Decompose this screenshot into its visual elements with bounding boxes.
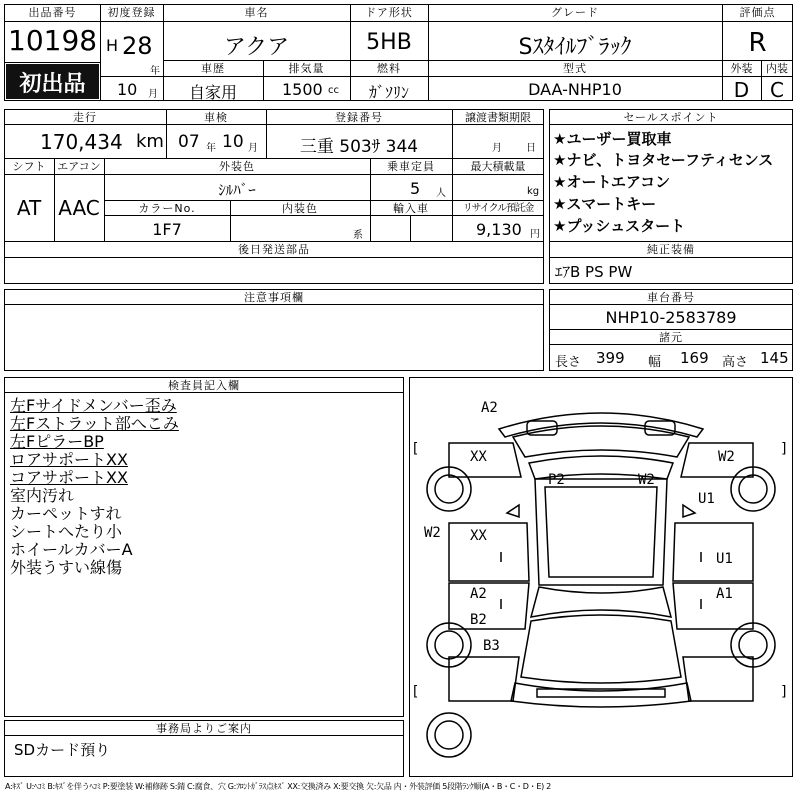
rear-plate — [537, 689, 665, 697]
interior-color-label: 内装色 — [282, 202, 318, 215]
mark-left-rear-door: A2 — [470, 586, 487, 602]
office-label: 事務局よりご案内 — [156, 722, 252, 735]
ac-value: AAC — [58, 196, 100, 220]
fuel-value: ｶﾞｿﾘﾝ — [368, 83, 409, 102]
inspector-note: ホイールカバーA — [10, 540, 133, 559]
height-value: 145 — [760, 349, 789, 367]
color-no-value: 1F7 — [152, 220, 182, 239]
width-value: 169 — [680, 349, 709, 367]
mirror-right — [683, 505, 695, 517]
rear-bumper — [511, 683, 691, 707]
inspector-note: 左Fサイドメンバー歪み — [10, 396, 177, 415]
sales-point-item: ★プッシュスタート — [553, 217, 686, 235]
mark-left-rear: B3 — [483, 638, 500, 654]
interior-color-suffix: 系 — [353, 230, 363, 241]
sales-point-item: ★ナビ、トヨタセーフティセンス — [553, 151, 774, 169]
width-label: 幅 — [648, 355, 662, 370]
bracket-right-bottom: ] — [780, 684, 789, 700]
inspector-label: 検査員記入欄 — [168, 379, 240, 392]
grade-label: グレード — [551, 6, 599, 19]
wheel-front-right-inner — [739, 475, 767, 503]
color-no-label: カラーNo. — [138, 202, 196, 215]
mirror-left — [507, 505, 519, 517]
wheel-front-left-inner — [435, 475, 463, 503]
lot-number-label: 出品番号 — [28, 6, 77, 19]
inspection-label: 車検 — [204, 111, 228, 124]
registration-year-unit: 年 — [150, 66, 160, 77]
mark-roof-p2: P2 — [548, 472, 565, 488]
inspector-note: 外装うすい線傷 — [10, 558, 123, 577]
left-front-door — [449, 523, 529, 581]
registration-era: H — [106, 36, 119, 55]
score-label: 評価点 — [739, 6, 776, 19]
later-parts-label: 後日発送部品 — [238, 243, 310, 256]
sales-point-item: ★オートエアコン — [553, 173, 671, 191]
left-rear-door — [449, 583, 529, 629]
first-listing-text: 初出品 — [19, 72, 86, 97]
plate-value: 三重 503ｻ 344 — [299, 137, 419, 157]
right-front-door — [673, 523, 753, 581]
door-type: 5HB — [366, 30, 412, 55]
car-name: アクア — [223, 35, 290, 60]
ac-label: エアコン — [57, 160, 101, 173]
inspector-note: 室内汚れ — [10, 486, 75, 505]
score-value: R — [748, 28, 767, 58]
recycle-unit: 円 — [530, 229, 540, 240]
hood-panel — [513, 426, 689, 457]
inspector-note: カーペットすれ — [10, 504, 122, 523]
mileage-value: 170,434 — [40, 130, 123, 154]
equipment-value: ｴｱB PS PW — [555, 263, 633, 281]
mark-front-left-fender: XX — [470, 449, 487, 465]
inspector-note: 左FピラーBP — [10, 432, 104, 451]
specs-label: 諸元 — [659, 331, 683, 344]
lot-number: 10198 — [8, 24, 98, 57]
mark-roof-w2: W2 — [638, 472, 655, 488]
bracket-left-top: [ — [411, 441, 420, 457]
right-rear-door — [673, 583, 753, 629]
plate-label: 登録番号 — [335, 111, 383, 124]
capacity-label: 乗車定員 — [387, 160, 435, 173]
inspection-year-unit: 年 — [206, 143, 216, 154]
registration-month-unit: 月 — [148, 89, 158, 100]
shift-label: シフト — [12, 160, 46, 173]
height-label: 高さ — [722, 355, 749, 370]
interior-grade: C — [770, 78, 784, 102]
fuel-label: 燃料 — [377, 62, 401, 75]
mark-right-rear-door: A1 — [716, 586, 733, 602]
mileage-unit: km — [136, 131, 164, 152]
recycle-label: リサイクル預託金 — [462, 203, 534, 214]
notes-label: 注意事項欄 — [244, 291, 304, 304]
legend: A:ｷｽﾞ U:ﾍｺﾐ B:ｷｽﾞを伴うﾍｺﾐ P:要塗装 W:補修跡 S:錆 C:腐食、穴 G:ﾌﾛﾝﾄｶﾞﾗｽ点ｷｽﾞ XX:交換済み X:要交換 欠:欠品 内・外装評価 5段階ﾗﾝｸ順(A・B・C・D・E) 2 — [5, 782, 551, 791]
office-note: SDカード預り — [14, 741, 111, 759]
spare-wheel — [427, 713, 471, 757]
mileage-label: 走行 — [73, 111, 97, 124]
sales-point-item: ★スマートキー — [553, 195, 657, 213]
model-value: DAA-NHP10 — [528, 80, 622, 99]
door-label: ドア形状 — [365, 6, 413, 19]
bracket-left-bottom: [ — [411, 684, 420, 700]
spare-wheel-inner — [435, 721, 463, 749]
trunk-panel — [521, 615, 681, 683]
mark-front-right-fender: W2 — [718, 449, 735, 465]
length-label: 長さ — [555, 355, 582, 370]
registration-label: 初度登録 — [107, 6, 156, 19]
model-label: 型式 — [563, 62, 587, 75]
mark-right-front-door: U1 — [716, 551, 733, 567]
sales-point-label: セールスポイント — [623, 111, 719, 124]
equipment-label: 純正装備 — [647, 243, 695, 256]
wheel-rear-left-inner — [435, 631, 463, 659]
recycle-value: 9,130 — [476, 220, 522, 239]
exterior-grade-label: 外装 — [730, 62, 753, 75]
inspector-note: 左Fストラット部へこみ — [10, 414, 179, 433]
chassis-label: 車台番号 — [647, 291, 695, 304]
rear-window — [531, 587, 671, 617]
color-value: ｼﾙﾊﾞｰ — [218, 181, 256, 199]
history-label: 車歴 — [201, 62, 225, 75]
mark-front-bumper: A2 — [481, 400, 498, 416]
grade-value: Sｽﾀｲﾙﾌﾞﾗｯｸ — [518, 35, 632, 60]
displacement-unit: cc — [328, 85, 339, 96]
inspector-note: ロアサポートXX — [10, 450, 128, 469]
car-diagram — [409, 377, 793, 777]
history-value: 自家用 — [188, 83, 237, 102]
transfer-month-unit: 月 — [492, 143, 502, 154]
import-label: 輸入車 — [393, 202, 429, 215]
transfer-label: 譲渡書類期限 — [465, 111, 531, 124]
right-front-fender — [681, 443, 753, 477]
wheel-rear-right-inner — [739, 631, 767, 659]
inspection-month-unit: 月 — [248, 143, 258, 154]
car-name-label: 車名 — [244, 6, 269, 19]
inspector-note: シートへたり小 — [10, 522, 123, 541]
inspector-note: コアサポートXX — [10, 468, 128, 487]
mark-right-front: U1 — [698, 491, 715, 507]
exterior-grade: D — [733, 78, 750, 102]
mark-left-pillar: W2 — [424, 525, 441, 541]
mark-left-rear-fender: B2 — [470, 612, 487, 628]
displacement-label: 排気量 — [288, 62, 325, 75]
capacity-unit: 人 — [436, 188, 446, 199]
sales-point-item: ★ユーザー買取車 — [553, 130, 672, 148]
chassis-number: NHP10-2583789 — [605, 308, 737, 327]
inspection-year: 07 — [178, 132, 200, 152]
displacement-value: 1500 — [282, 80, 323, 99]
max-load-label: 最大積載量 — [470, 160, 526, 173]
roof-inner — [545, 487, 657, 577]
registration-year: 28 — [122, 32, 153, 60]
roof-panel — [535, 479, 667, 585]
first-listing-badge — [6, 64, 99, 99]
mark-left-front-door: XX — [470, 528, 487, 544]
max-load-unit: kg — [527, 186, 540, 197]
bracket-right-top: ] — [780, 441, 789, 457]
registration-month: 10 — [117, 80, 138, 99]
inspection-month: 10 — [222, 132, 244, 152]
transfer-day-unit: 日 — [526, 143, 536, 154]
length-value: 399 — [596, 349, 625, 367]
interior-grade-label: 内装 — [766, 62, 788, 75]
capacity-value: 5 — [410, 179, 421, 198]
color-label: 外装色 — [219, 160, 255, 173]
shift-value: AT — [16, 196, 42, 220]
